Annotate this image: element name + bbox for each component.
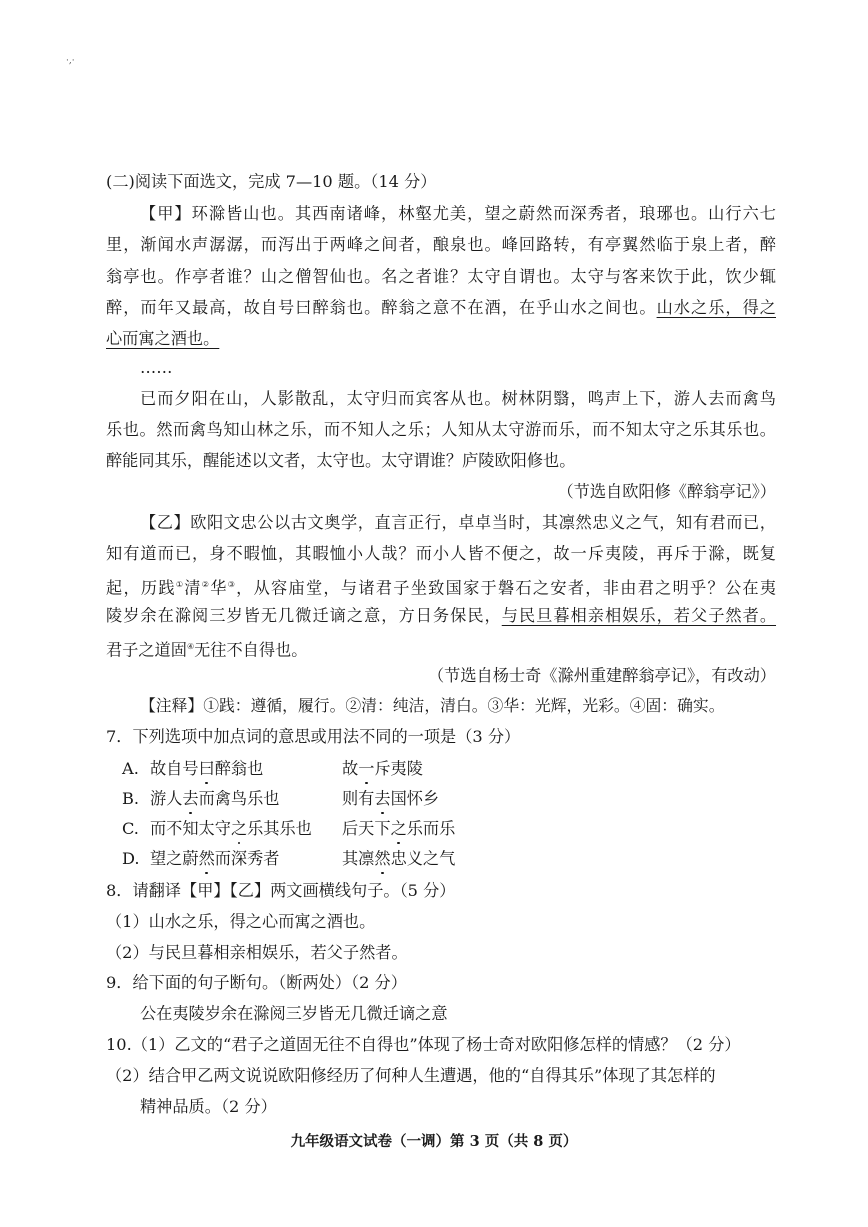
option-text-left: 故自号曰醉翁也: [150, 757, 263, 781]
passage-jia-line: [106, 296, 776, 320]
underlined-sentence: 与民旦暮相亲相娱乐，若父子然者。: [501, 606, 777, 625]
option-label: C.: [122, 819, 139, 838]
option-text-right: 后天下之乐而乐: [342, 817, 455, 841]
passage-jia-line: 乐也。然而禽鸟知山林之乐，而不知人之乐；人知从太守游而乐，而不知太守之乐其乐也。: [106, 420, 776, 439]
passage-text: 无往不自得也。: [194, 640, 308, 660]
option-text-right: 则有去国怀乡: [342, 787, 439, 811]
passage-text: ，从容庙堂，与诸君子坐致国家于磐石之安者，非由君之明乎？公在夷: [236, 578, 777, 598]
passage-text: 起，历践: [106, 578, 176, 598]
question-9-stem: 9．给下面的句子断句。（断两处）（2 分）: [106, 973, 407, 992]
option-text-right: 其凛然忠义之气: [342, 847, 455, 871]
passage-yi-line: [106, 635, 776, 662]
underlined-sentence: 心而寓之酒也。: [106, 329, 220, 348]
option-label: A.: [122, 759, 139, 778]
option-text-left: 而不知太守之乐其乐也: [150, 817, 312, 841]
ellipsis: ……: [140, 358, 173, 377]
option-text-left: 游人去而禽鸟乐也: [150, 787, 280, 811]
corner-mark: ·,·: [66, 56, 75, 66]
annotation-notes: 【注释】①践：遵循，履行。②清：纯洁，清白。③华：光辉，光彩。④固：确实。: [140, 696, 725, 715]
footnote-marker: ④: [186, 642, 195, 651]
option-text-left: 望之蔚然而深秀者: [150, 847, 280, 871]
passage-yi-source: （节选自杨士奇《滁州重建醉翁亭记》，有改动）: [427, 666, 776, 685]
question-7-option-c[interactable]: [122, 817, 776, 841]
passage-jia-line: 翁亭也。作亭者谁？山之僧智仙也。名之者谁？太守自谓也。太守与客来饮于此，饮少辄: [106, 267, 776, 286]
passage-text: 华: [210, 578, 228, 598]
option-text-right: 故一斥夷陵: [342, 757, 423, 781]
passage-jia-line: 已而夕阳在山，人影散乱，太守归而宾客从也。树林阴翳，鸣声上下，游人去而禽鸟: [140, 389, 776, 408]
passage-text: 醉，而年又最高，故自号曰醉翁也。醉翁之意不在酒，在乎山水之间也。: [106, 298, 657, 317]
question-9-sentence: 公在夷陵岁余在滁阅三岁皆无几微迁谪之意: [140, 1004, 448, 1023]
question-7-option-b[interactable]: [122, 787, 776, 811]
option-label: D.: [122, 849, 140, 868]
question-10-part-1: 10.（1）乙文的“君子之道固无往不自得也”体现了杨士奇对欧阳修怎样的情感？（2 分）: [106, 1035, 741, 1054]
passage-jia-line: 【甲】环滁皆山也。其西南诸峰，林壑尤美，望之蔚然而深秀者，琅琊也。山行六七: [140, 204, 776, 223]
question-8-sentence-1: （1）山水之乐，得之心而寓之酒也。: [106, 912, 376, 931]
passage-yi-line: 【乙】欧阳文忠公以古文奥学，直言正行，卓卓当时，其凛然忠义之气，知有君而已，: [140, 513, 776, 532]
question-7-option-d[interactable]: [122, 847, 776, 871]
passage-yi-line: [106, 573, 776, 600]
option-label: B.: [122, 789, 140, 808]
passage-yi-line: [106, 604, 776, 628]
footnote-marker: ①: [175, 580, 185, 589]
passage-jia-line: 醉能同其乐，醒能述以文者，太守也。太守谓谁？庐陵欧阳修也。: [106, 451, 576, 470]
footnote-marker: ②: [201, 580, 211, 589]
passage-text: 陵岁余在滁阅三岁皆无几微迁谪之意，方日务保民，: [106, 606, 502, 625]
page-footer: 九年级语文试卷（一调）第 3 页（共 8 页）: [290, 1133, 578, 1150]
question-7-option-a[interactable]: [122, 757, 776, 781]
passage-yi-line: 知有道而已，身不暇恤，其暇恤小人哉？而小人皆不便之，故一斥夷陵，再斥于滁，既复: [106, 544, 776, 563]
passage-jia-source: （节选自欧阳修《醉翁亭记》）: [557, 482, 776, 501]
question-10-part-2-cont: 精神品质。（2 分）: [140, 1097, 277, 1116]
passage-jia-line: 里，渐闻水声潺潺，而泻出于两峰之间者，酿泉也。峰回路转，有亭翼然临于泉上者，醉: [106, 235, 776, 254]
question-8-stem: 8．请翻译【甲】【乙】两文画横线句子。（5 分）: [106, 881, 456, 900]
passage-jia-line: [106, 327, 776, 351]
question-8-sentence-2: （2）与民旦暮相亲相娱乐，若父子然者。: [106, 943, 408, 962]
passage-text: 清: [184, 578, 202, 598]
section-heading: (二)阅读下面选文，完成 7—10 题。（14 分）: [106, 172, 437, 191]
question-7-stem: 7．下列选项中加点词的意思或用法不同的一项是（3 分）: [106, 727, 521, 746]
passage-text: 君子之道固: [106, 640, 187, 660]
footnote-marker: ③: [227, 580, 237, 589]
underlined-sentence: 山水之乐，得之: [656, 298, 776, 317]
question-10-part-2: （2）结合甲乙两文说说欧阳修经历了何种人生遭遇，他的“自得其乐”体现了其怎样的: [106, 1066, 716, 1085]
